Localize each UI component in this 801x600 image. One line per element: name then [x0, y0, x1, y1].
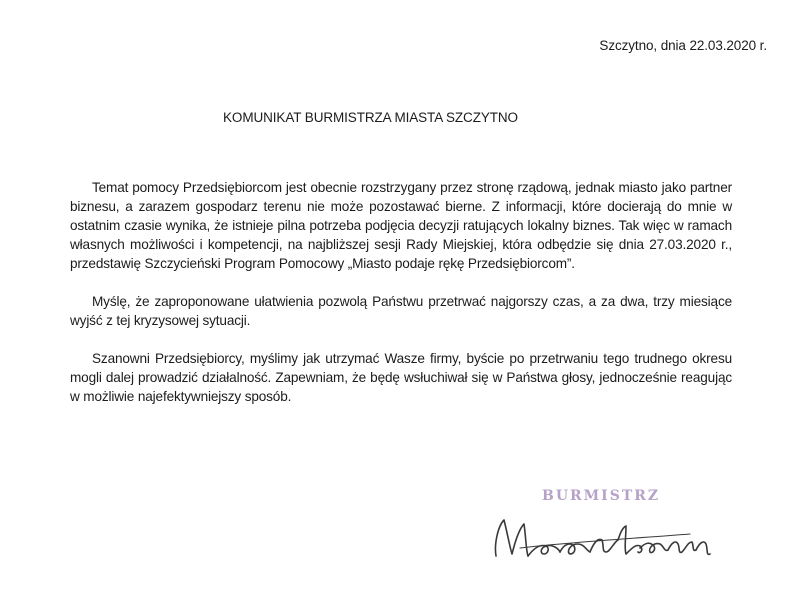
place-and-date: Szczytno, dnia 22.03.2020 r.: [599, 38, 767, 53]
document-body: [70, 178, 732, 425]
paragraph-1: Temat pomocy Przedsiębiorcom jest obecnie rozstrzygany przez stronę rządową, jednak miasto jako partner biznesu, a zarazem gospodarz terenu nie może pozostawać bierne. Z informacji, które docierają do mnie w ostatnim czasie wynika, że istnieje pilna potrzeba podjęcia decyzji ratujących lokalny biznes. Tak więc w ramach własnych możliwości i kompetencji, na najbliższej sesji Rady Miejskiej, która odbędzie się dnia 27.03.2020 r., przedstawię Szczycieński Program Pomocowy „Miasto podaje rękę Przedsiębiorcom”.: [70, 180, 732, 271]
handwritten-signature: [490, 498, 720, 578]
paragraph-2: Myślę, że zaproponowane ułatwienia pozwolą Państwu przetrwać najgorszy czas, a za dwa, trzy miesiące wyjść z tej kryzysowej sytuacji.: [70, 294, 732, 328]
paragraph-3: Szanowni Przedsiębiorcy, myślimy jak utrzymać Wasze firmy, byście po przetrwaniu tego trudnego okresu mogli dalej prowadzić działalność. Zapewniam, że będę wsłuchiwał się w Państwa głosy, jednocześnie reagując w możliwie najefektywniejszy sposób.: [70, 351, 732, 404]
signature-block: [490, 488, 730, 588]
document-title: KOMUNIKAT BURMISTRZA MIASTA SZCZYTNO: [223, 110, 518, 125]
stamp-label: BURMISTRZ: [542, 488, 661, 504]
